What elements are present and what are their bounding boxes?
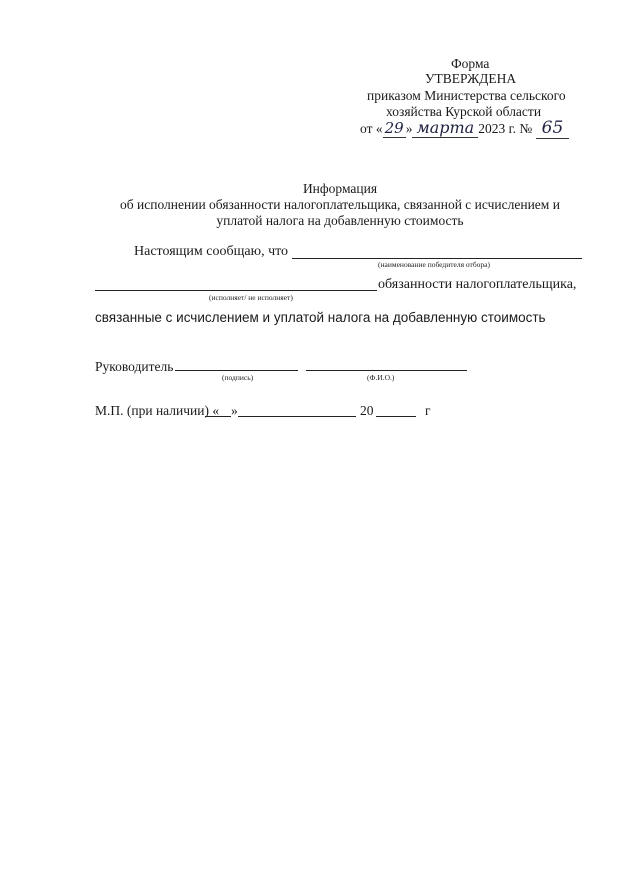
document-heading: Информация <box>302 181 378 196</box>
signature-hint: (подпись) <box>222 373 254 382</box>
handwritten-number: 65 <box>536 118 570 139</box>
stamp-day-field[interactable] <box>205 416 231 417</box>
document-subtitle-line-2: уплатой налога на добавленную стоимость <box>216 213 464 228</box>
order-line-1: приказом Министерства сельского <box>367 88 566 103</box>
inform-text: Настоящим сообщаю, что <box>134 244 289 259</box>
date-prefix: от « <box>360 121 383 136</box>
date-mid: » <box>405 121 413 136</box>
order-line-2: хозяйства Курской области <box>386 104 542 119</box>
related-text: связанные с исчислением и уплатой налога на добавленную стоимость <box>95 310 546 325</box>
stamp-quote-close: » <box>231 403 238 418</box>
form-label: Форма <box>451 56 490 71</box>
document-subtitle-line-1: об исполнении обязанности налогоплательщика, связанной с исчислением и <box>120 197 560 212</box>
year-suffix: 2023 г. № <box>478 121 533 136</box>
winner-name-hint: (наименование победителя отбора) <box>378 260 490 269</box>
handwritten-day: 29 <box>384 119 404 137</box>
fulfills-field[interactable] <box>95 290 377 291</box>
stamp-year-prefix: 20 <box>360 403 374 418</box>
full-name-hint: (Ф.И.О.) <box>367 373 395 382</box>
handwritten-month: марта <box>412 118 478 138</box>
signature-field[interactable] <box>175 370 298 371</box>
obligations-text: обязанности налогоплательщика, <box>378 277 577 292</box>
winner-name-field[interactable] <box>292 258 582 259</box>
head-label: Руководитель <box>95 359 174 374</box>
approval-date-line <box>360 120 569 137</box>
stamp-month-field[interactable] <box>238 416 356 417</box>
stamp-place-label: М.П. (при наличии) « <box>95 403 220 418</box>
full-name-field[interactable] <box>306 370 467 371</box>
stamp-year-suffix: г <box>425 403 431 418</box>
approved-label: УТВЕРЖДЕНА <box>425 71 517 86</box>
stamp-year-field[interactable] <box>376 416 416 417</box>
fulfills-hint: (исполняет/ не исполняет) <box>209 293 293 302</box>
